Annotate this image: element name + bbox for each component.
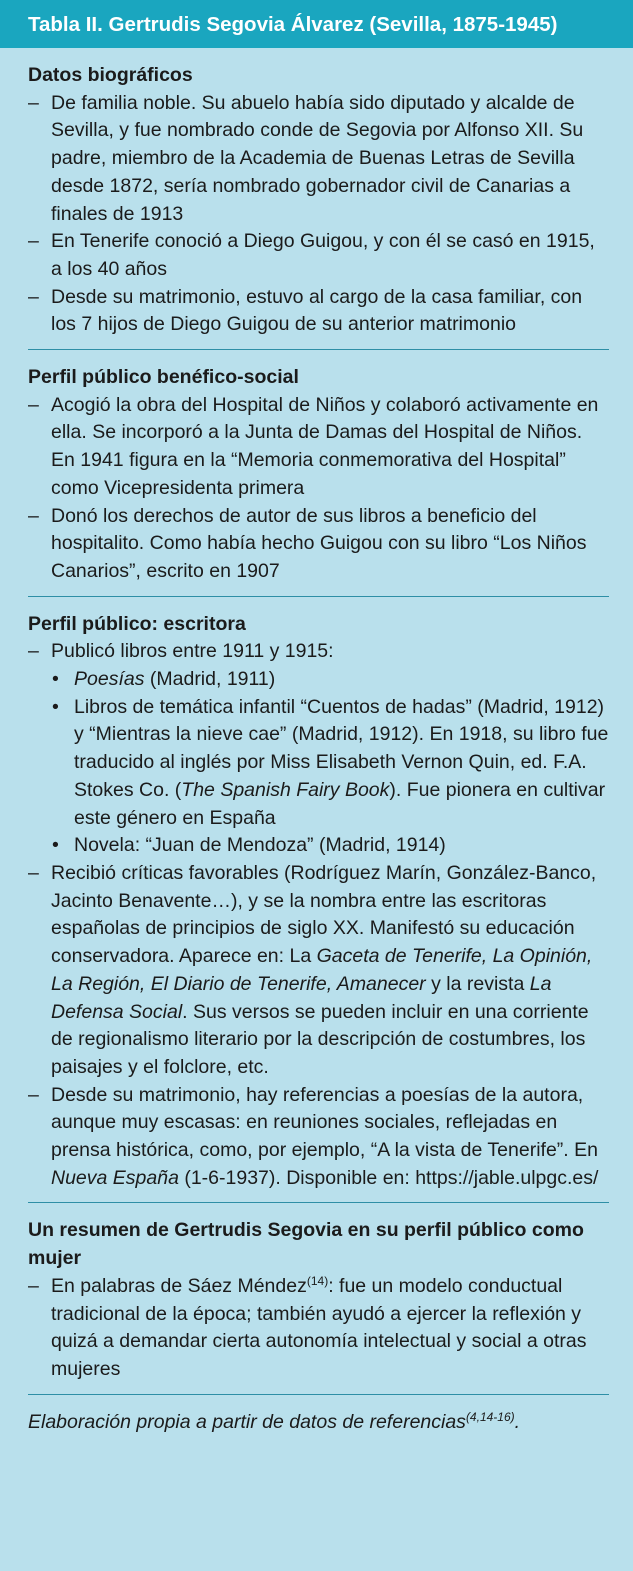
text-run: En palabras de Sáez Méndez: [51, 1274, 307, 1297]
text-run: (1-6-1937). Disponible en: https://jable.ulpgc.es/: [178, 1166, 599, 1189]
section-biographical: [28, 62, 609, 350]
section-title: Un resumen de Gertrudis Segovia en su perfil público como mujer: [28, 1219, 584, 1270]
book-detail: Libros de temática infantil “Cuentos de hadas” (Madrid, 1912) y “Mientras la nieve cae” (Madrid, 1912). En 1918, su libro fue traducido al inglés por Miss Elisabeth Vernon Quin, ed. F.A. Stokes Co. (: [74, 695, 609, 801]
text-run: . Sus versos se pueden incluir en una corriente de regionalismo literario por la descripción de costumbres, los paisajes y el folclore, etc.: [51, 1000, 589, 1078]
book-detail: ). Fue pionera en cultivar este género en España: [74, 778, 606, 829]
text-run: y la revista: [425, 972, 530, 995]
table-body: [0, 48, 633, 1436]
book-title: The Spanish Fairy Book: [181, 778, 390, 801]
item-list: [28, 1273, 609, 1384]
book-item: [28, 694, 609, 833]
section-title: Perfil público benéfico-social: [28, 366, 299, 389]
book-title: Poesías: [74, 668, 145, 691]
reference-superscript: (4,14-16): [465, 1409, 515, 1424]
list-item: – Desde su matrimonio, estuvo al cargo de la casa familiar, con los 7 hijos de Diego Guigou de su anterior matrimonio: [28, 284, 609, 339]
magazine-name: La Defensa Social: [51, 972, 552, 1023]
table-title: Tabla II. Gertrudis Segovia Álvarez (Sevilla, 1875-1945): [0, 0, 633, 48]
text-run: : fue un modelo conductual tradicional de la época; también ayudó a ejercer la reflexión y quizá a demandar cierta autonomía intelectual y social a otras mujeres: [51, 1274, 587, 1380]
section-summary: [28, 1217, 609, 1394]
list-item: – De familia noble. Su abuelo había sido diputado y alcalde de Sevilla, y fue nombrado conde de Segovia por Alfonso XII. Su padre, miembro de la Academia de Buenas Letras de Sevilla desde 1872, sería nombrado gobernador civil de Canarias a finales de 1913: [28, 90, 609, 229]
section-writer-profile: [28, 611, 609, 1204]
item-list: [28, 90, 609, 339]
list-item: – Donó los derechos de autor de sus libros a beneficio del hospitalito. Como había hecho Guigou con su libro “Los Niños Canarios”, escrito en 1907: [28, 503, 609, 586]
section-charity-profile: [28, 364, 609, 597]
newspaper-names: Gaceta de Tenerife, La Opinión, La Región, El Diario de Tenerife, Amanecer: [51, 945, 593, 995]
newspaper-name: Nueva España: [51, 1166, 179, 1189]
section-title: Datos biográficos: [28, 64, 193, 86]
item-list: [28, 392, 609, 586]
source-note: [28, 1409, 609, 1437]
source-period: .: [514, 1410, 521, 1433]
list-item: [28, 638, 609, 666]
item-list: [28, 638, 609, 1192]
book-item: • Novela: “Juan de Mendoza” (Madrid, 1914): [28, 832, 609, 860]
list-item: [28, 860, 609, 1082]
list-item: – En Tenerife conoció a Diego Guigou, y con él se casó en 1915, a los 40 años: [28, 228, 609, 283]
intro-text: Publicó libros entre 1911 y 1915:: [51, 640, 334, 663]
book-detail: (Madrid, 1911): [144, 668, 276, 691]
reference-superscript: (14): [306, 1273, 329, 1288]
section-title: Perfil público: escritora: [28, 612, 246, 635]
list-item: – Acogió la obra del Hospital de Niños y colaboró activamente en ella. Se incorporó a la Junta de Damas del Hospital de Niños. En 1941 figura en la “Memoria conmemorativa del Hospital” como Vicepresidenta primera: [28, 392, 609, 503]
text-run: Recibió críticas favorables (Rodríguez Marín, González-Banco, Jacinto Benavente…), y se la nombra entre las escritoras españolas de principios de siglo XX. Manifestó su educación conservadora. Aparece en: La: [51, 861, 597, 968]
source-text: Elaboración propia a partir de datos de referencias: [28, 1410, 466, 1433]
book-item: [28, 666, 609, 694]
list-item: [28, 1273, 609, 1384]
text-run: Desde su matrimonio, hay referencias a poesías de la autora, aunque muy escasas: en reuniones sociales, reflejadas en prensa histórica, como, por ejemplo, “A la vista de Tenerife”. En: [51, 1083, 598, 1162]
list-item: [28, 1082, 609, 1193]
